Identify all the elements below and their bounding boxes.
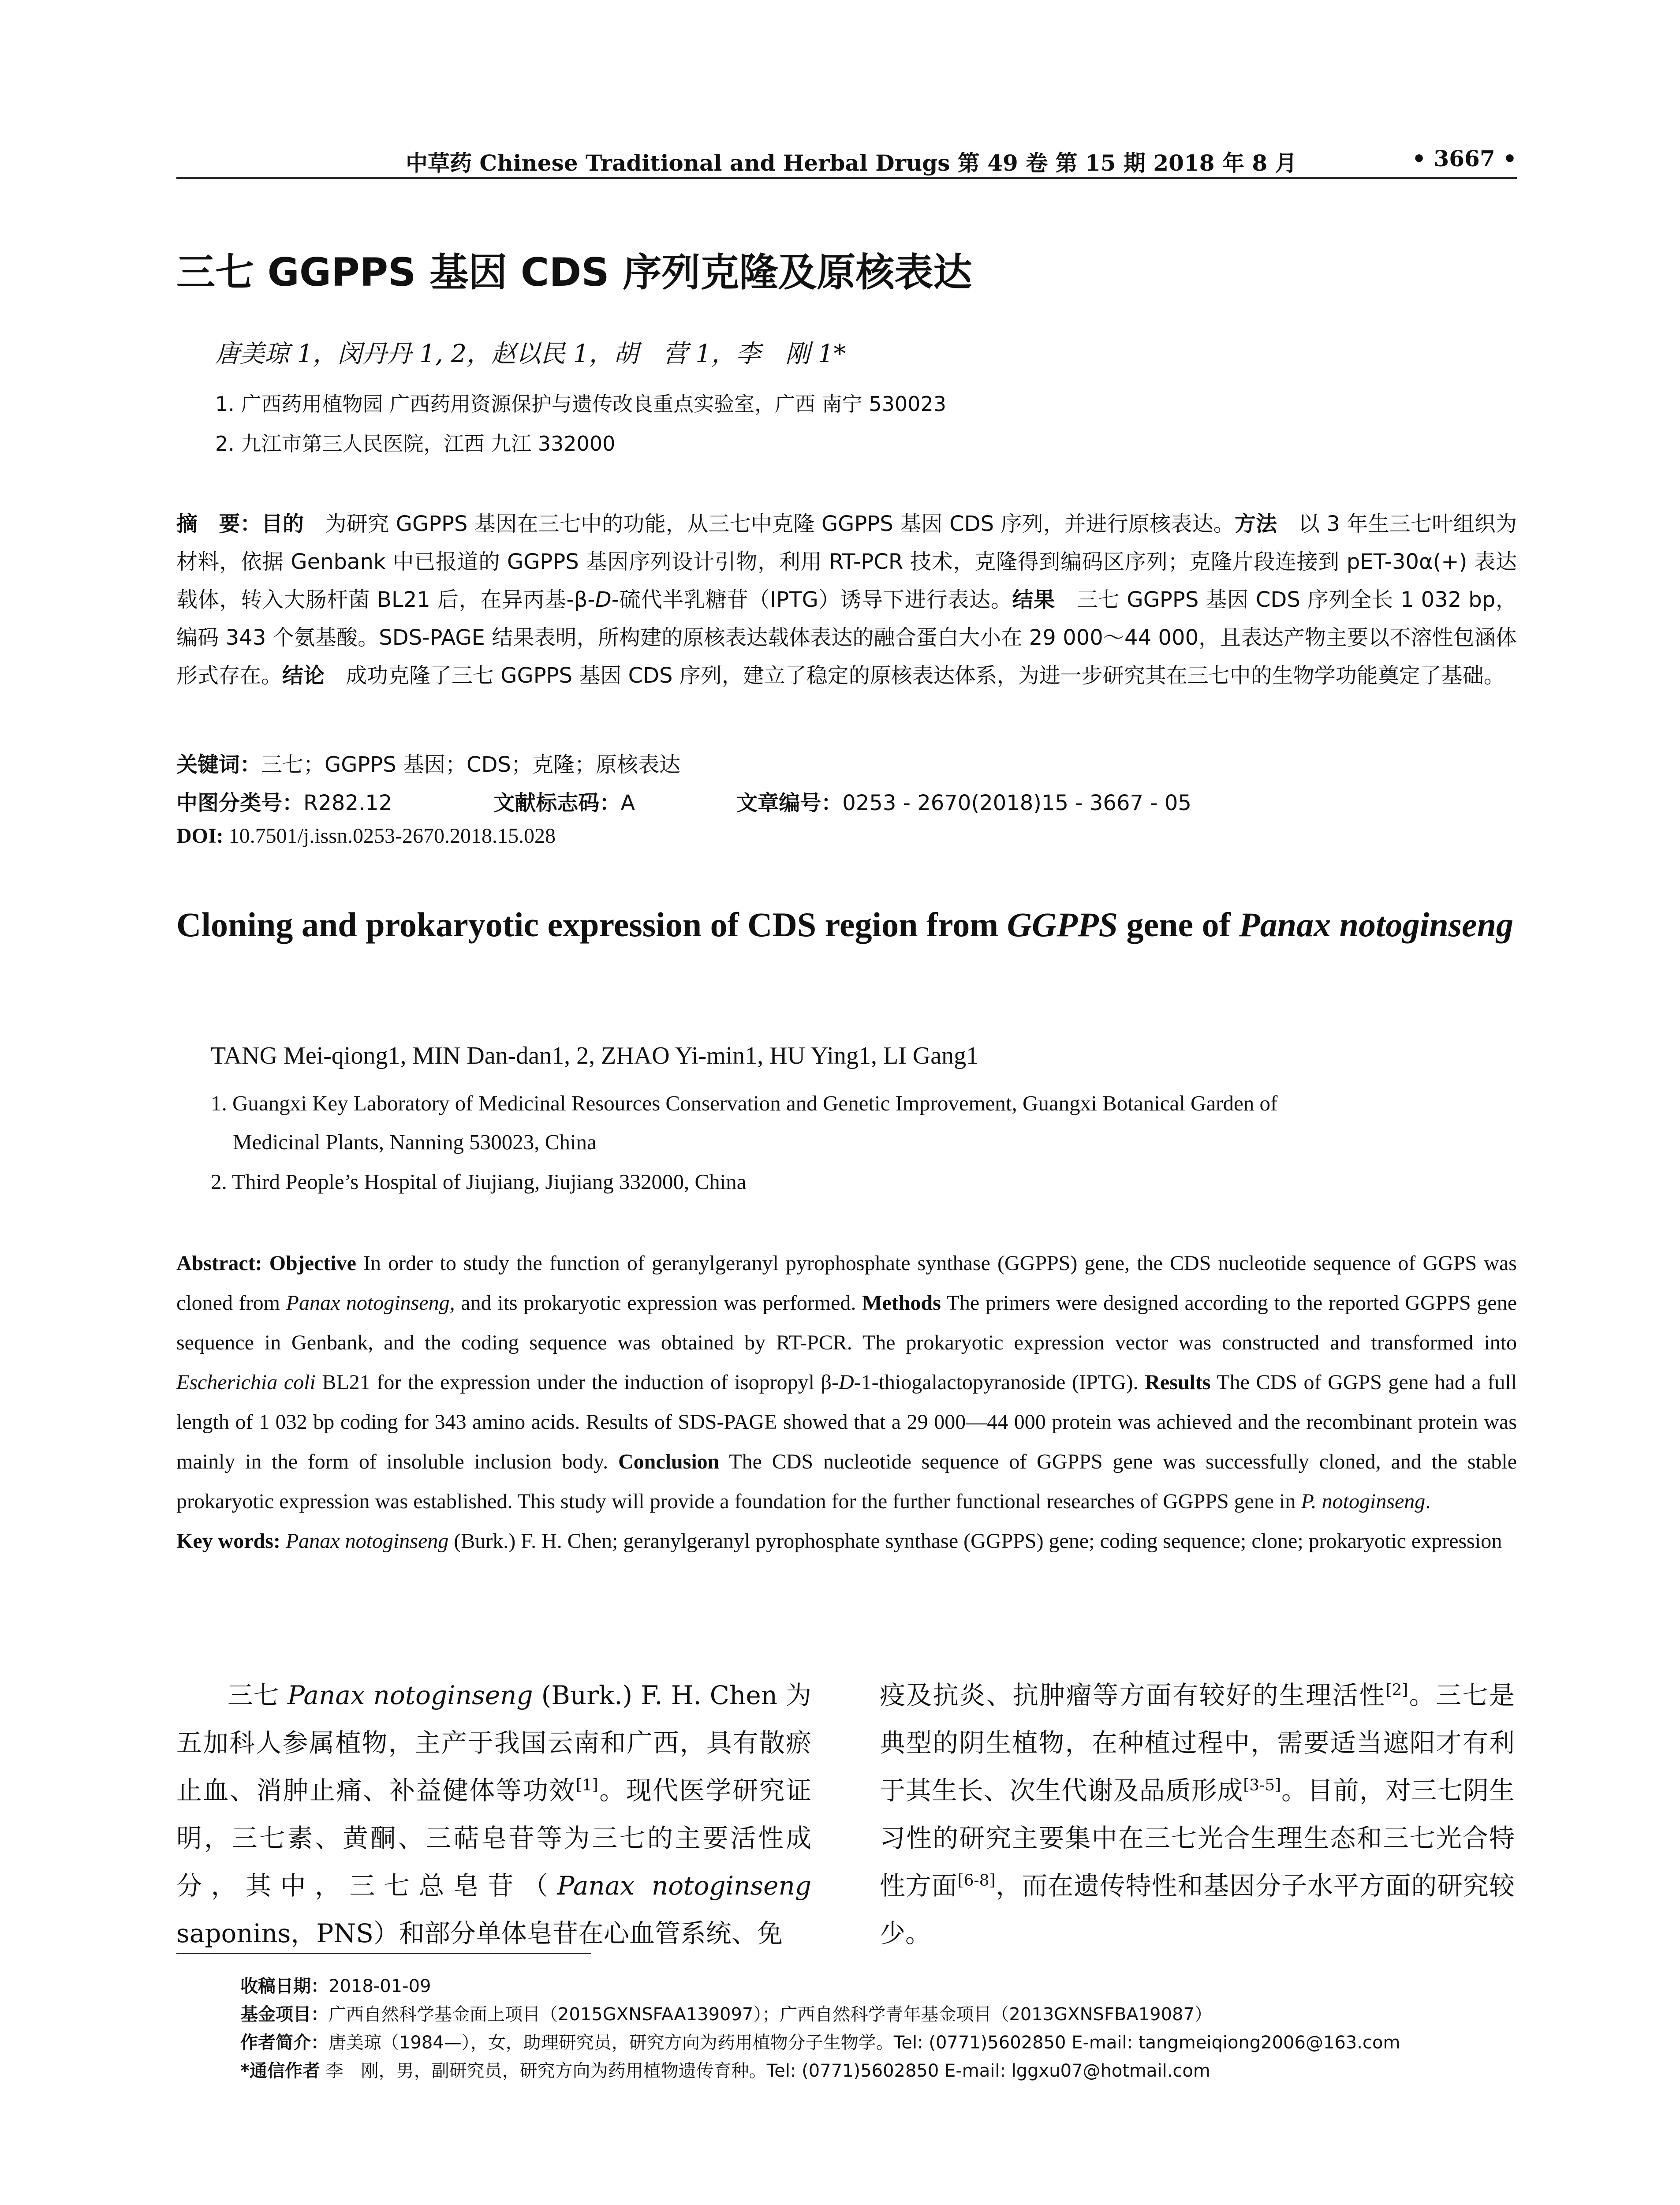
- methods-text: 以 3 年生三七叶组织为材料，依据 Genbank 中已报道的 GGPPS 基因序列设计引物，利用 RT-PCR 技术，克隆得到编码区序列；克隆片段连接到 pET-30α(+) 表达载体，转入大肠杆菌 BL21 后，在异丙基-β-: [176, 512, 1517, 612]
- d-italic: D: [595, 587, 612, 612]
- citation: [3-5]: [1243, 1776, 1281, 1794]
- chinese-authors: 唐美琼 1，闵丹丹 1, 2，赵以民 1，胡 营 1，李 刚 1*: [215, 340, 846, 368]
- corresponding-label: *通信作者: [240, 2061, 320, 2081]
- results-text: 三七 GGPPS 基因 CDS 序列全长 1 032 bp，编码 343 个氨基酸。SDS-PAGE 结果表明，所构建的原核表达载体表达的融合蛋白大小在 29 000～44 000，且表达产物主要以不溶性包涵体形式存在。: [176, 587, 1517, 688]
- en-methods-text-2: BL21 for the expression under the induction of isopropyl β-: [315, 1371, 839, 1394]
- body-text: 三七: [228, 1680, 287, 1710]
- objective-label: 目的: [261, 512, 304, 536]
- en-keywords-species: Panax notoginseng: [280, 1529, 449, 1553]
- body-text: 疫及抗炎、抗肿瘤等方面有较好的生理活性: [880, 1680, 1386, 1710]
- body-text: 。目前，对三七阴生习性的研究主要集中在三七光合生理生态和三七光合特性方面: [880, 1775, 1515, 1901]
- en-objective-text: In order to study the function of geranylgeranyl pyrophosphate synthase (GGPPS) gene, the CDS nucleotide sequence of GGPS was cloned from: [176, 1252, 1517, 1315]
- en-conclusion-label: Conclusion: [618, 1450, 720, 1473]
- chinese-affiliation-2: 2. 九江市第三人民医院，江西 九江 332000: [215, 432, 616, 456]
- chinese-affiliation-1: 1. 广西药用植物园 广西药用资源保护与遗传改良重点实验室，广西 南宁 530023: [215, 392, 946, 416]
- en-objective-text-2: , and its prokaryotic expression was performed.: [449, 1291, 862, 1315]
- body-text: (Burk.) F. H. Chen 为五加科人参属植物，主产于我国云南和广西，具有散瘀止血、消肿止痛、补益健体等功效: [176, 1680, 812, 1805]
- en-methods-text-3: -1-thiogalactopyranoside (IPTG).: [854, 1371, 1145, 1394]
- author-text: 唐美琼（1984—），女，助理研究员，研究方向为药用植物分子生物学。Tel: (0771)5602850 E-mail: tangmeiqiong2006@163.com: [329, 2033, 1400, 2053]
- chinese-title: 三七 GGPPS 基因 CDS 序列克隆及原核表达: [176, 250, 972, 295]
- en-methods-text: The primers were designed according to the reported GGPPS gene sequence in Genbank, and the coding sequence was obtained by RT-PCR. The prokaryotic expression vector was constructed and transformed into: [176, 1291, 1517, 1354]
- header-rule: [176, 177, 1517, 179]
- body-text: saponins，PNS）和部分单体皂苷在心血管系统、免: [176, 1918, 783, 1948]
- classification-line: [176, 786, 1191, 816]
- chinese-keywords: [176, 747, 680, 778]
- received-label: 收稿日期：: [240, 1976, 329, 1996]
- english-abstract: [176, 1244, 1517, 1561]
- keywords-text: 三七；GGPPS 基因；CDS；克隆；原核表达: [261, 752, 680, 777]
- body-column-left: [176, 1671, 811, 1957]
- body-text: ，而在遗传特性和基因分子水平方面的研究较少。: [880, 1871, 1515, 1948]
- english-title-part-2: gene of: [1118, 905, 1239, 944]
- journal-info: 中草药 Chinese Traditional and Herbal Drugs 第 49 卷 第 15 期 2018 年 8 月: [406, 150, 1297, 176]
- objective-text: 为研究 GGPPS 基因在三七中的功能，从三七中克隆 GGPPS 基因 CDS 序列，并进行原核表达。: [325, 512, 1235, 536]
- running-header: [176, 140, 1517, 180]
- footnote-author: [240, 2029, 1400, 2054]
- en-results-label: Results: [1145, 1371, 1211, 1394]
- en-keywords-text: (Burk.) F. H. Chen; geranylgeranyl pyrophosphate synthase (GGPPS) gene; coding sequence; clone; prokaryotic expression: [448, 1529, 1502, 1553]
- footnote-rule: [176, 1953, 591, 1954]
- en-conclusion-text-2: .: [1425, 1490, 1431, 1513]
- en-methods-species: Escherichia coli: [176, 1371, 316, 1394]
- fund-text: 广西自然科学基金面上项目（2015GXNSFAA139097）；广西自然科学青年基金项目（2013GXNSFBA19087）: [329, 2004, 1212, 2025]
- author-label: 作者简介：: [240, 2033, 329, 2053]
- citation: [6-8]: [957, 1871, 996, 1890]
- doi-label: DOI:: [176, 824, 224, 848]
- english-title-gene: GGPPS: [1007, 905, 1118, 944]
- doi-line: [176, 824, 556, 848]
- en-methods-d: D: [838, 1371, 854, 1394]
- doc-code-label: 文献标志码：: [493, 791, 621, 815]
- doi-value: 10.7501/j.issn.0253-2670.2018.15.028: [223, 824, 556, 848]
- english-affiliation-2: 2. Third People’s Hospital of Jiujiang, Jiujiang 332000, China: [211, 1170, 747, 1194]
- conclusion-text: 成功克隆了三七 GGPPS 基因 CDS 序列，建立了稳定的原核表达体系，为进一步研究其在三七中的生物学功能奠定了基础。: [346, 663, 1505, 688]
- english-affiliation-1b: Medicinal Plants, Nanning 530023, China: [233, 1130, 597, 1154]
- footnote-corresponding: [240, 2057, 1210, 2082]
- en-methods-label: Methods: [862, 1291, 941, 1315]
- conclusion-label: 结论: [282, 663, 325, 688]
- page-number: • 3667 •: [1412, 146, 1517, 172]
- citation: [1]: [575, 1776, 598, 1794]
- article-number-label: 文章编号：: [736, 791, 843, 815]
- body-text: 。现代医学研究证明，三七素、黄酮、三萜皂苷等为三七的主要活性成分，其中，三七总皂苷（: [176, 1775, 811, 1901]
- received-date: 2018-01-09: [329, 1976, 431, 1996]
- en-conclusion-text: The CDS nucleotide sequence of GGPPS gene was successfully cloned, and the stable prokaryotic expression was established. This study will provide a foundation for the further functional researches of GGPPS gene in: [176, 1450, 1517, 1513]
- body-species: Panax notoginseng: [557, 1871, 811, 1901]
- english-authors: [211, 1042, 978, 1070]
- citation: [2]: [1385, 1681, 1408, 1699]
- methods-label: 方法: [1235, 512, 1277, 536]
- english-authors-text: TANG Mei-qiong1, MIN Dan-dan1, 2, ZHAO Yi-min1, HU Ying1, LI Gang1: [211, 1042, 979, 1069]
- body-text: 。三七是典型的阴生植物，在种植过程中，需要适当遮阳才有利于其生长、次生代谢及品质形成: [880, 1680, 1515, 1805]
- corresponding-text: 李 刚，男，副研究员，研究方向为药用植物遗传育种。Tel: (0771)5602850 E-mail: lggxu07@hotmail.com: [320, 2061, 1210, 2081]
- clc-label: 中图分类号：: [176, 791, 304, 815]
- en-conclusion-species: P. notoginseng: [1301, 1490, 1426, 1513]
- body-column-right: [880, 1671, 1515, 1957]
- english-title-part: Cloning and prokaryotic expression of CDS region from: [176, 905, 1007, 944]
- fund-label: 基金项目：: [240, 2004, 329, 2025]
- methods-text-2: -硫代半乳糖苷（IPTG）诱导下进行表达。: [611, 587, 1012, 612]
- english-affiliation-1a: 1. Guangxi Key Laboratory of Medicinal Resources Conservation and Genetic Improvement, Guangxi Botanical Garden of: [211, 1091, 1278, 1115]
- en-objective-species: Panax notoginseng: [286, 1291, 450, 1315]
- en-abstract-label: Abstract: Objective: [176, 1252, 356, 1275]
- article-number-value: 0253 - 2670(2018)15 - 3667 - 05: [842, 791, 1191, 815]
- english-title-species: Panax notoginseng: [1239, 905, 1514, 944]
- abstract-label: 摘 要：: [176, 512, 261, 536]
- keywords-label: 关键词：: [176, 752, 261, 777]
- english-affiliation-1: [211, 1084, 1517, 1162]
- english-title: [176, 900, 1517, 950]
- en-results-text: The CDS of GGPS gene had a full length of 1 032 bp coding for 343 amino acids. Results of SDS-PAGE showed that a 29 000—44 000 protein was achieved and the recombinant protein was mainly in the form of insoluble inclusion body.: [176, 1371, 1517, 1473]
- chinese-abstract: [176, 505, 1517, 695]
- clc-value: R282.12: [303, 791, 392, 815]
- body-species: Panax notoginseng: [287, 1680, 533, 1710]
- en-keywords-label: Key words:: [176, 1529, 280, 1553]
- doc-code-value: A: [620, 791, 635, 815]
- results-label: 结果: [1012, 587, 1056, 612]
- footnote-fund: [240, 2000, 1212, 2026]
- footnote-received: [240, 1972, 431, 1997]
